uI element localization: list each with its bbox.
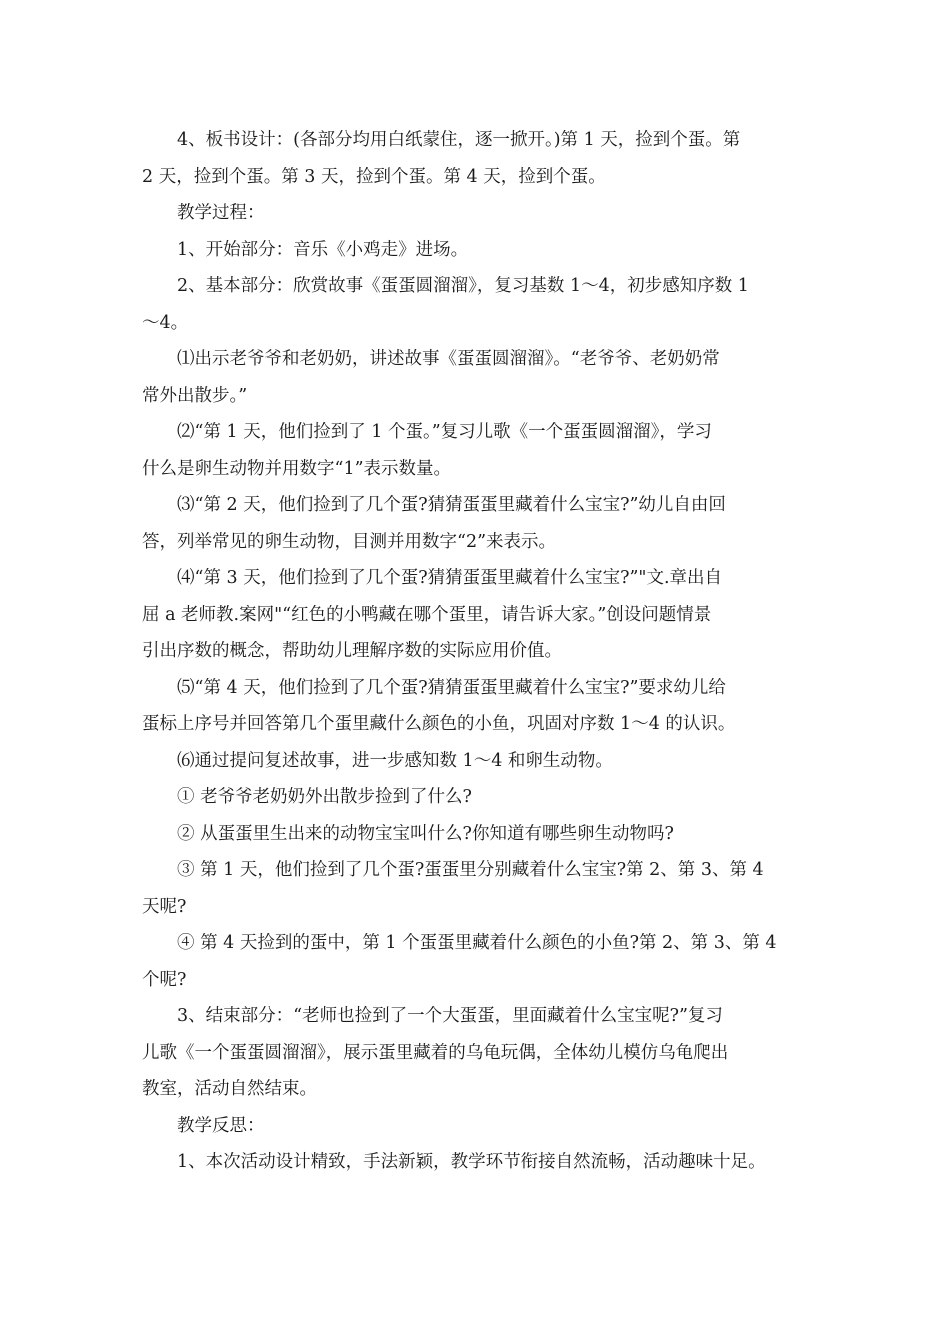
paragraph-step-5 (142, 670, 822, 743)
text-line: 天呢? (142, 896, 187, 917)
heading-teaching-process (142, 195, 822, 232)
paragraph-board-design (142, 122, 822, 195)
text-line: ⑸“第 4 天，他们捡到了几个蛋?猜猜蛋蛋里藏着什么宝宝?”要求幼儿给 (177, 677, 726, 698)
document-body (142, 122, 822, 1181)
paragraph-basic (142, 268, 822, 341)
text-line: ⑷“第 3 天，他们捡到了几个蛋?猜猜蛋蛋里藏着什么宝宝?”"文.章出自 (177, 568, 723, 588)
text-line: 教室，活动自然结束。 (142, 1079, 317, 1099)
text-line: ⑵“第 1 天，他们捡到了 1 个蛋。”复习儿歌《一个蛋蛋圆溜溜》，学习 (177, 422, 712, 442)
text-line: 2、基本部分：欣赏故事《蛋蛋圆溜溜》，复习基数 1～4，初步感知序数 1 (177, 276, 749, 296)
text-line: 蛋标上序号并回答第几个蛋里藏什么颜色的小鱼，巩固对序数 1～4 的认识。 (142, 714, 736, 734)
text-line: ① 老爷爷老奶奶外出散步捡到了什么? (177, 787, 472, 807)
paragraph-step-6 (142, 743, 822, 780)
text-line: ⑹通过提问复述故事，进一步感知数 1～4 和卵生动物。 (177, 750, 613, 771)
text-line: 2 天，捡到个蛋。第 3 天，捡到个蛋。第 4 天，捡到个蛋。 (142, 166, 606, 187)
text-line: ⑴出示老爷爷和老奶奶，讲述故事《蛋蛋圆溜溜》。“老爷爷、老奶奶常 (177, 349, 720, 369)
text-line: 答，列举常见的卵生动物，目测并用数字“2”来表示。 (142, 531, 557, 552)
text-line: ⑶“第 2 天，他们捡到了几个蛋?猜猜蛋蛋里藏着什么宝宝?”幼儿自由回 (177, 495, 726, 515)
text-line: 教学过程： (177, 203, 265, 223)
question-1 (142, 779, 822, 816)
paragraph-step-4 (142, 560, 822, 670)
text-line: 1、开始部分：音乐《小鸡走》进场。 (177, 239, 469, 260)
text-line: 常外出散步。” (142, 385, 248, 406)
text-line: ③ 第 1 天，他们捡到了几个蛋?蛋蛋里分别藏着什么宝宝?第 2、第 3、第 4 (177, 860, 764, 880)
text-line: 3、结束部分：“老师也捡到了一个大蛋蛋，里面藏着什么宝宝呢?”复习 (177, 1006, 723, 1026)
text-line: ② 从蛋蛋里生出来的动物宝宝叫什么?你知道有哪些卵生动物吗? (177, 823, 674, 844)
question-4 (142, 925, 822, 998)
paragraph-reflection-1 (142, 1144, 822, 1181)
paragraph-start (142, 232, 822, 269)
question-3 (142, 852, 822, 925)
text-line: 屈 a 老师教.案网"“红色的小鸭藏在哪个蛋里，请告诉大家。”创设问题情景 (142, 604, 712, 625)
paragraph-step-2 (142, 414, 822, 487)
paragraph-step-3 (142, 487, 822, 560)
paragraph-step-1 (142, 341, 822, 414)
text-line: 什么是卵生动物并用数字“1”表示数量。 (142, 458, 452, 479)
text-line: 引出序数的概念，帮助幼儿理解序数的实际应用价值。 (142, 641, 562, 661)
text-line: 教学反思： (177, 1115, 265, 1136)
text-line: 个呢? (142, 969, 187, 990)
text-line: 儿歌《一个蛋蛋圆溜溜》，展示蛋里藏着的乌龟玩偶，全体幼儿模仿乌龟爬出 (142, 1042, 729, 1063)
paragraph-ending (142, 998, 822, 1108)
question-2 (142, 816, 822, 853)
text-line: 1、本次活动设计精致，手法新颖，教学环节衔接自然流畅，活动趣味十足。 (177, 1152, 766, 1172)
text-line: ～4。 (142, 312, 189, 333)
heading-reflection (142, 1108, 822, 1145)
text-line: 4、板书设计：(各部分均用白纸蒙住，逐一掀开。)第 1 天，捡到个蛋。第 (177, 130, 741, 150)
text-line: ④ 第 4 天捡到的蛋中，第 1 个蛋蛋里藏着什么颜色的小鱼?第 2、第 3、第 4 (177, 933, 777, 953)
